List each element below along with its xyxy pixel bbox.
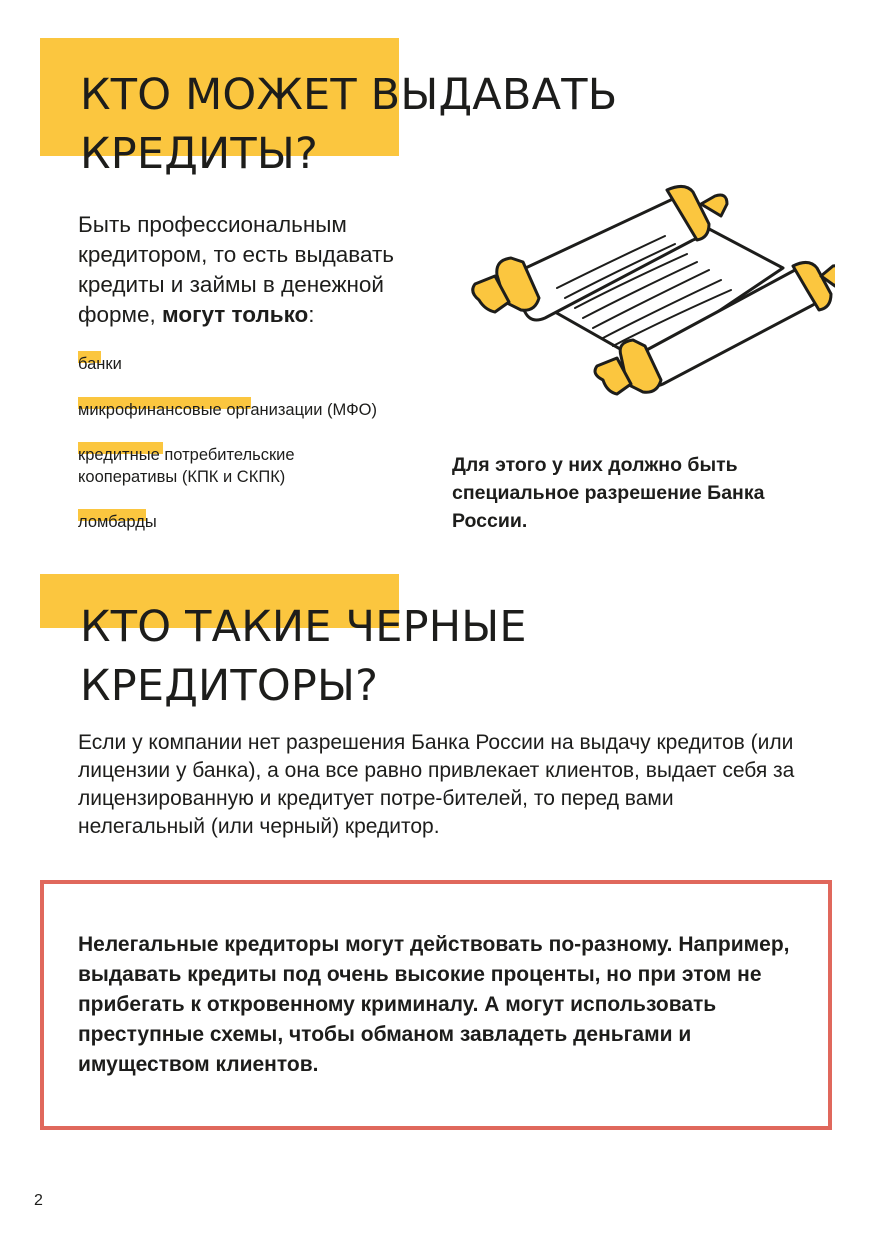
section1-title-line1: КТО МОЖЕТ ВЫДАВАТЬ [80,70,618,120]
section1-lead [78,210,458,330]
black-creditor-paragraph: Если у компании нет разрешения Банка России на выдачу кредитов (или лицензии у банка), а она все равно привлекает клиентов, выдает себя за лицензированную и кредитует потре-бителей, то перед вами нелегальный (или черный) кредитор. [78,731,795,838]
list-item: микрофинансовые организации (МФО) [78,399,398,421]
lead-text: Быть профессиональным кредитором, то есть выдавать кредиты и займы в денежной форме, [78,212,395,327]
list-item: кредитные потребительские кооперативы (КПК и СКПК) [78,444,368,488]
license-note: Для этого у них должно быть специальное разрешение Банка России. [452,454,765,532]
section2-title-line1: КТО ТАКИЕ ЧЕРНЫЕ [80,602,527,652]
section2-title [80,598,527,716]
lead-bold: могут только [162,302,309,327]
section1-title-line2: КРЕДИТЫ? [80,129,319,179]
section1-title [80,66,617,184]
list-item: ломбарды [78,511,398,533]
page-number: 2 [34,1192,43,1209]
scroll-icon [465,180,835,405]
lead-end: : [308,302,315,327]
section2-title-line2: КРЕДИТОРЫ? [80,661,379,711]
list-item: банки [78,353,398,375]
warning-text: Нелегальные кредиторы могут действовать по-разному. Например, выдавать кредиты под очень высокие проценты, но при этом не прибегать к откровенному криминалу. А могут использовать преступные схемы, чтобы обманом завладеть деньгами и имуществом клиентов. [78,933,790,1076]
